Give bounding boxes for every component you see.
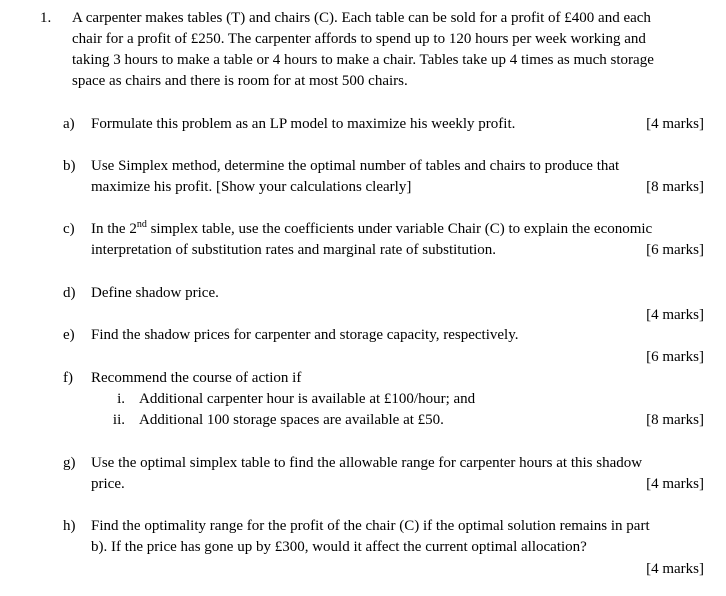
text-run: simplex table, use the coefficients under variable Chair (C) to explain the economic [146,221,653,237]
part-text: Recommend the course of action if [91,370,302,386]
marks-badge: [8 marks] [646,179,704,195]
question-intro [72,8,702,92]
question-number: 1. [40,10,52,26]
part-label: a) [63,116,75,132]
part-text: Use Simplex method, determine the optimal number of tables and chairs to produce that [91,158,620,174]
text-run: In the 2 [91,221,137,237]
sub-numeral: ii. [112,412,125,428]
marks-badge: [4 marks] [646,561,704,577]
part-a [63,114,704,135]
part-label: d) [63,285,76,301]
part-label: e) [63,327,75,343]
part-f [63,368,704,428]
part-text: Find the optimality range for the profit of the chair (C) if the optimal solution remains in part [91,518,650,534]
marks-badge: [4 marks] [646,116,704,132]
part-text: b). If the price has gone up by £300, would it affect the current optimal allocation? [91,539,587,555]
part-b [63,156,704,198]
part-c [63,219,704,261]
marks-badge: [4 marks] [646,307,704,323]
sub-text: Additional 100 storage spaces are available at £50. [139,412,444,428]
part-label: f) [63,370,73,386]
marks-badge: [8 marks] [646,412,704,428]
part-label: h) [63,518,76,534]
part-d [63,283,704,323]
intro-line: taking 3 hours to make a table or 4 hours to make a chair. Tables take up 4 times as much storage [72,52,654,68]
intro-line: A carpenter makes tables (T) and chairs (C). Each table can be sold for a profit of £400 and each [72,10,651,26]
sub-text: Additional carpenter hour is available at £100/hour; and [139,391,476,407]
part-text: interpretation of substitution rates and marginal rate of substitution. [91,242,497,258]
part-text: maximize his profit. [Show your calculations clearly] [91,179,412,195]
part-h [63,516,704,577]
part-text: price. [91,476,125,492]
part-g [63,453,704,495]
superscript: nd [136,219,147,230]
part-text: Find the shadow prices for carpenter and storage capacity, respectively. [91,327,519,343]
intro-line: space as chairs and there is room for at most 500 chairs. [72,73,408,89]
sub-numeral: i. [117,391,125,407]
part-text [91,219,704,240]
marks-badge: [6 marks] [646,349,704,365]
part-e [63,325,704,365]
part-label: b) [63,158,76,174]
part-text: Define shadow price. [91,285,219,301]
part-label: g) [63,455,76,471]
marks-badge: [4 marks] [646,476,704,492]
part-text: Formulate this problem as an LP model to maximize his weekly profit. [91,116,516,132]
part-text: Use the optimal simplex table to find the allowable range for carpenter hours at this shadow [91,455,643,471]
marks-badge: [6 marks] [646,242,704,258]
part-label: c) [63,221,75,237]
intro-line: chair for a profit of £250. The carpenter affords to spend up to 120 hours per week working and [72,31,646,47]
